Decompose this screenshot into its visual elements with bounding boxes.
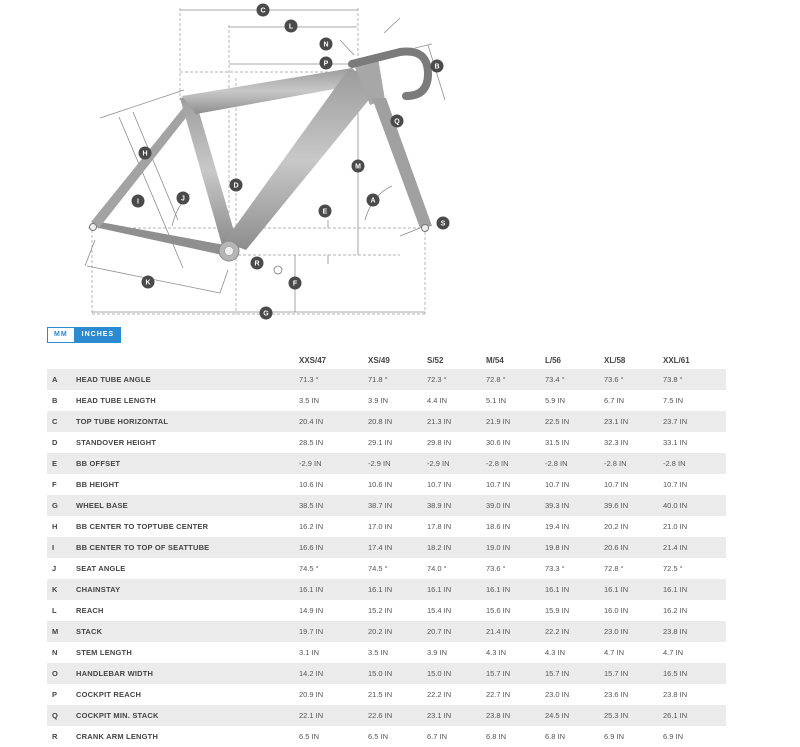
svg-text:K: K — [145, 279, 151, 287]
cell-value: 10.6 IN — [368, 480, 393, 489]
marker-s — [437, 217, 450, 230]
cell-value: 3.9 IN — [368, 396, 389, 405]
row-key: R — [52, 732, 58, 741]
cell-value: 72.8 ° — [604, 564, 624, 573]
cell-value: 40.0 IN — [662, 495, 726, 516]
row-label: SEAT ANGLE — [76, 564, 126, 573]
row-key: O — [47, 663, 76, 684]
cell-value: 20.7 IN — [426, 621, 485, 642]
svg-text:N: N — [323, 41, 329, 49]
svg-text:M: M — [355, 163, 361, 171]
row-label: COCKPIT MIN. STACK — [76, 705, 298, 726]
marker-c — [257, 4, 270, 17]
row-label: BB OFFSET — [76, 453, 298, 474]
cell-value: 38.9 IN — [426, 495, 485, 516]
cell-value: 22.7 IN — [486, 690, 511, 699]
cell-value: 22.5 IN — [544, 411, 603, 432]
cell-value: 23.8 IN — [485, 705, 544, 726]
row-label: COCKPIT REACH — [76, 690, 142, 699]
marker-q — [391, 115, 404, 128]
table-row — [47, 453, 726, 474]
marker-f — [289, 277, 302, 290]
cell-value: 17.8 IN — [427, 522, 452, 531]
cell-value: 16.0 IN — [604, 606, 629, 615]
svg-text:A: A — [370, 197, 376, 205]
cell-value: -2.8 IN — [603, 453, 662, 474]
cell-value: 21.5 IN — [368, 690, 393, 699]
row-label: STANDOVER HEIGHT — [76, 438, 157, 447]
cell-value: 6.9 IN — [604, 732, 625, 741]
svg-text:D: D — [233, 182, 239, 190]
table-header-row — [47, 352, 726, 369]
cell-value: 23.1 IN — [603, 411, 662, 432]
cell-value: 18.6 IN — [486, 522, 511, 531]
row-label: TOP TUBE HORIZONTAL — [76, 411, 298, 432]
table-row — [47, 684, 726, 705]
table-row — [47, 474, 726, 495]
cell-value: 10.7 IN — [545, 480, 570, 489]
cell-value: 19.0 IN — [485, 537, 544, 558]
row-key: H — [52, 522, 58, 531]
cell-value: 73.8 ° — [662, 369, 726, 390]
cell-value: 73.6 ° — [603, 369, 662, 390]
svg-text:P: P — [323, 60, 329, 68]
size-header: XS/49 — [368, 356, 390, 365]
cell-value: 14.9 IN — [299, 606, 324, 615]
cell-value: 23.7 IN — [662, 411, 726, 432]
cell-value: 6.7 IN — [604, 396, 625, 405]
marker-a — [367, 194, 380, 207]
table-row — [47, 726, 726, 747]
cell-value: 26.1 IN — [662, 705, 726, 726]
marker-h — [139, 147, 152, 160]
cell-value: 19.7 IN — [298, 621, 367, 642]
cell-value: 29.1 IN — [368, 438, 393, 447]
row-key: I — [47, 537, 76, 558]
cell-value: 20.2 IN — [604, 522, 629, 531]
cell-value: 39.0 IN — [485, 495, 544, 516]
cell-value: 3.5 IN — [368, 648, 389, 657]
row-key: E — [47, 453, 76, 474]
cell-value: 38.5 IN — [298, 495, 367, 516]
marker-d — [230, 179, 243, 192]
cell-value: 15.2 IN — [368, 606, 393, 615]
marker-r — [251, 257, 264, 270]
cell-value: 16.2 IN — [663, 606, 688, 615]
row-label: REACH — [76, 606, 104, 615]
cell-value: 72.5 ° — [663, 564, 683, 573]
cell-value: 16.1 IN — [485, 579, 544, 600]
svg-text:J: J — [181, 195, 185, 203]
cell-value: 22.2 IN — [427, 690, 452, 699]
table-row — [47, 537, 726, 558]
table-row — [47, 495, 726, 516]
cell-value: 39.3 IN — [544, 495, 603, 516]
cell-value: 3.1 IN — [299, 648, 320, 657]
cell-value: 20.2 IN — [367, 621, 426, 642]
marker-m — [352, 160, 365, 173]
cell-value: 10.6 IN — [299, 480, 324, 489]
cell-value: 72.3 ° — [426, 369, 485, 390]
cell-value: 73.6 ° — [486, 564, 506, 573]
cell-value: 30.6 IN — [486, 438, 511, 447]
cell-value: 20.6 IN — [603, 537, 662, 558]
marker-e — [319, 205, 332, 218]
cell-value: 15.6 IN — [486, 606, 511, 615]
table-row — [47, 558, 726, 579]
cell-value: 4.3 IN — [545, 648, 566, 657]
table-row — [47, 600, 726, 621]
geometry-table — [47, 352, 726, 747]
marker-l — [285, 20, 298, 33]
row-key: L — [52, 606, 57, 615]
cell-value: 31.5 IN — [545, 438, 570, 447]
frame-geometry-diagram — [0, 0, 800, 322]
table-row — [47, 705, 726, 726]
marker-g — [260, 307, 273, 320]
marker-j — [177, 192, 190, 205]
cell-value: 3.5 IN — [299, 396, 320, 405]
cell-value: -2.9 IN — [426, 453, 485, 474]
mm-unit-button[interactable]: MM — [47, 327, 75, 343]
row-label: WHEEL BASE — [76, 495, 298, 516]
row-label: HEAD TUBE LENGTH — [76, 396, 156, 405]
cell-value: 19.4 IN — [545, 522, 570, 531]
svg-text:H: H — [142, 150, 148, 158]
cell-value: 16.1 IN — [367, 579, 426, 600]
cell-value: 72.8 ° — [485, 369, 544, 390]
cell-value: 15.7 IN — [544, 663, 603, 684]
row-label: STEM LENGTH — [76, 648, 132, 657]
cell-value: 5.1 IN — [486, 396, 507, 405]
table-row — [47, 432, 726, 453]
marker-k — [142, 276, 155, 289]
cell-value: 33.1 IN — [663, 438, 688, 447]
row-key: M — [47, 621, 76, 642]
cell-value: 25.3 IN — [603, 705, 662, 726]
svg-text:F: F — [292, 280, 298, 288]
cell-value: 16.6 IN — [298, 537, 367, 558]
row-label: BB CENTER TO TOP OF SEATTUBE — [76, 537, 298, 558]
row-label: CHAINSTAY — [76, 579, 298, 600]
cell-value: 23.8 IN — [662, 621, 726, 642]
table-row — [47, 579, 726, 600]
cell-value: 74.5 ° — [299, 564, 319, 573]
cell-value: 15.0 IN — [367, 663, 426, 684]
row-key: K — [47, 579, 76, 600]
cell-value: 21.3 IN — [426, 411, 485, 432]
size-header: XXL/61 — [663, 356, 690, 365]
cell-value: 16.2 IN — [299, 522, 324, 531]
cell-value: 3.9 IN — [427, 648, 448, 657]
cell-value: 73.3 ° — [545, 564, 565, 573]
cell-value: 74.0 ° — [427, 564, 447, 573]
table-row — [47, 369, 726, 390]
cell-value: 22.2 IN — [544, 621, 603, 642]
cell-value: -2.9 IN — [367, 453, 426, 474]
cell-value: 17.4 IN — [367, 537, 426, 558]
cell-value: 22.6 IN — [367, 705, 426, 726]
cell-value: 16.1 IN — [426, 579, 485, 600]
marker-n — [320, 38, 333, 51]
cell-value: 18.2 IN — [426, 537, 485, 558]
cell-value: 32.3 IN — [604, 438, 629, 447]
cell-value: 71.8 ° — [367, 369, 426, 390]
cell-value: 19.8 IN — [544, 537, 603, 558]
cell-value: 21.0 IN — [663, 522, 688, 531]
row-label: BB HEIGHT — [76, 480, 120, 489]
size-header: L/56 — [545, 356, 562, 365]
marker-p — [320, 57, 333, 70]
cell-value: 15.7 IN — [485, 663, 544, 684]
cell-value: 5.9 IN — [545, 396, 566, 405]
cell-value: 20.9 IN — [299, 690, 324, 699]
row-key: N — [52, 648, 58, 657]
cell-value: 4.4 IN — [427, 396, 448, 405]
row-key: G — [47, 495, 76, 516]
cell-value: 23.6 IN — [604, 690, 629, 699]
cell-value: 6.8 IN — [486, 732, 507, 741]
header-key — [47, 352, 76, 369]
cell-value: 28.5 IN — [299, 438, 324, 447]
table-row — [47, 390, 726, 411]
cell-value: 21.9 IN — [485, 411, 544, 432]
cell-value: 38.7 IN — [367, 495, 426, 516]
cell-value: 6.5 IN — [299, 732, 320, 741]
svg-text:I: I — [137, 198, 139, 206]
cell-value: 16.1 IN — [544, 579, 603, 600]
cell-value: 15.7 IN — [603, 663, 662, 684]
table-row — [47, 621, 726, 642]
row-key: C — [47, 411, 76, 432]
row-key: Q — [47, 705, 76, 726]
cell-value: 29.8 IN — [427, 438, 452, 447]
row-key: B — [52, 396, 58, 405]
row-label: HANDLEBAR WIDTH — [76, 663, 298, 684]
cell-value: 23.1 IN — [426, 705, 485, 726]
cell-value: 15.0 IN — [426, 663, 485, 684]
cell-value: 6.9 IN — [663, 732, 684, 741]
cell-value: 14.2 IN — [298, 663, 367, 684]
cell-value: 16.1 IN — [603, 579, 662, 600]
cell-value: 6.5 IN — [368, 732, 389, 741]
cell-value: -2.8 IN — [662, 453, 726, 474]
cell-value: 22.1 IN — [298, 705, 367, 726]
svg-text:S: S — [440, 220, 446, 228]
row-key: F — [52, 480, 57, 489]
row-label: HEAD TUBE ANGLE — [76, 369, 298, 390]
cell-value: 21.4 IN — [485, 621, 544, 642]
svg-text:B: B — [434, 63, 440, 71]
size-header: XXS/47 — [299, 356, 327, 365]
cell-value: -2.8 IN — [485, 453, 544, 474]
svg-text:L: L — [288, 23, 294, 31]
cell-value: 71.3 ° — [298, 369, 367, 390]
cell-value: 10.7 IN — [486, 480, 511, 489]
table-row — [47, 411, 726, 432]
table-row — [47, 663, 726, 684]
cell-value: 23.0 IN — [545, 690, 570, 699]
cell-value: 74.5 ° — [368, 564, 388, 573]
cell-value: 6.8 IN — [545, 732, 566, 741]
row-key: P — [52, 690, 58, 699]
cell-value: 16.1 IN — [662, 579, 726, 600]
size-header: S/52 — [427, 356, 444, 365]
table-row — [47, 516, 726, 537]
cell-value: 15.4 IN — [427, 606, 452, 615]
cell-value: 4.7 IN — [604, 648, 625, 657]
svg-text:C: C — [260, 7, 266, 15]
row-label: BB CENTER TO TOPTUBE CENTER — [76, 522, 209, 531]
cell-value: 21.4 IN — [662, 537, 726, 558]
cell-value: 10.7 IN — [604, 480, 629, 489]
row-key: J — [52, 564, 57, 573]
cell-value: 23.0 IN — [603, 621, 662, 642]
cell-value: 24.5 IN — [544, 705, 603, 726]
row-label: CRANK ARM LENGTH — [76, 732, 159, 741]
cell-value: 39.6 IN — [603, 495, 662, 516]
svg-text:R: R — [254, 260, 260, 268]
cell-value: 16.1 IN — [298, 579, 367, 600]
row-key: A — [47, 369, 76, 390]
cell-value: 20.8 IN — [367, 411, 426, 432]
cell-value: 6.7 IN — [427, 732, 448, 741]
marker-b — [431, 60, 444, 73]
header-label — [76, 352, 298, 369]
cell-value: 15.9 IN — [545, 606, 570, 615]
cell-value: 7.5 IN — [663, 396, 684, 405]
marker-i — [132, 195, 145, 208]
svg-text:E: E — [322, 208, 328, 216]
cell-value: -2.8 IN — [544, 453, 603, 474]
cell-value: 20.4 IN — [298, 411, 367, 432]
cell-value: 16.5 IN — [662, 663, 726, 684]
cell-value: 4.7 IN — [663, 648, 684, 657]
row-label: STACK — [76, 621, 298, 642]
cell-value: 23.8 IN — [663, 690, 688, 699]
cell-value: 10.7 IN — [427, 480, 452, 489]
cell-value: 10.7 IN — [663, 480, 688, 489]
cell-value: -2.9 IN — [298, 453, 367, 474]
cell-value: 4.3 IN — [486, 648, 507, 657]
row-key: D — [52, 438, 58, 447]
unit-toggle — [47, 327, 121, 343]
svg-text:Q: Q — [394, 118, 400, 126]
size-header: M/54 — [486, 356, 504, 365]
cell-value: 17.0 IN — [368, 522, 393, 531]
cell-value: 73.4 ° — [544, 369, 603, 390]
inches-unit-button[interactable]: INCHES — [75, 327, 121, 343]
svg-text:G: G — [263, 310, 269, 318]
table-row — [47, 642, 726, 663]
size-header: XL/58 — [604, 356, 626, 365]
